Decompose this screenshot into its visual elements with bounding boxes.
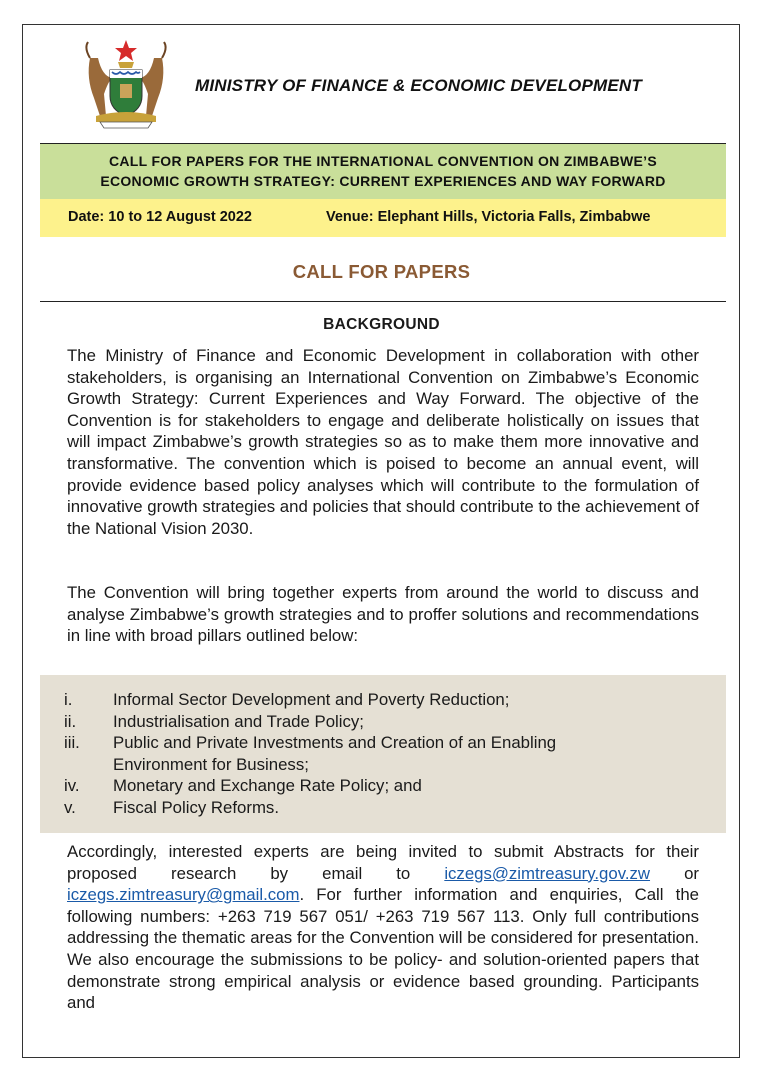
event-venue: Venue: Elephant Hills, Victoria Falls, Zimbabwe <box>326 209 651 225</box>
submission-text-c: . For further information and enquiries, Call the following numbers: +263 719 567 051/ +263 719 567 113. Only full contributions addressing the thematic areas for the Convention will be considered for presentation. We also encourage the submissions to be policy- and solution-oriented papers that demonstrate strong empirical analysis or evidence based grounding. Participants and <box>67 885 699 1013</box>
pillar-number: v. <box>64 798 76 817</box>
banner-line-2: ECONOMIC GROWTH STRATEGY: CURRENT EXPERIENCES AND WAY FORWARD <box>100 173 666 189</box>
pillar-number: iv. <box>64 776 80 796</box>
pillar-number: ii. <box>64 711 77 731</box>
banner-line-1: CALL FOR PAPERS FOR THE INTERNATIONAL CONVENTION ON ZIMBABWE’S <box>108 153 657 169</box>
page-title: CALL FOR PAPERS <box>292 261 471 282</box>
background-heading: BACKGROUND <box>323 316 440 333</box>
submission-text-a: Accordingly, interested experts are being invited to submit Abstracts for their proposed research by email to <box>67 842 699 883</box>
background-paragraph-2: The Convention will bring together experts from around the world to discuss and analyse Zimbabwe’s growth strategies and to proffer solutions and recommendations in line with broad pillars outlined below: <box>67 583 699 646</box>
pillar-text: Fiscal Policy Reforms. <box>113 798 279 817</box>
pillar-text: Industrialisation and Trade Policy; <box>113 711 364 731</box>
pillar-text: Informal Sector Development and Poverty Reduction; <box>113 690 510 709</box>
submission-text-b: or <box>650 863 699 883</box>
email-link-gmail[interactable]: iczegs.zimtreasury@gmail.com <box>67 885 300 905</box>
email-link-treasury[interactable]: iczegs@zimtreasury.gov.zw <box>444 863 651 883</box>
section-rule <box>40 301 726 302</box>
background-paragraph-1: The Ministry of Finance and Economic Development in collaboration with other stakeholders, is organising an International Convention on Zimbabwe’s Economic Growth Strategy: Current Experiences and Way Forward. The objective of the Convention is for stakeholders to engage and deliberate holistically on issues that will impact Zimbabwe’s growth strategies so as to make them more innovative and transformative. The convention which is poised to become an annual event, will provide evidence based policy analyses which will contribute to the formulation of innovative growth strategies and policies that should contribute to the achievement of the National Vision 2030. <box>67 346 699 538</box>
pillar-number: iii. <box>64 733 80 753</box>
pillar-text: Monetary and Exchange Rate Policy; and <box>113 776 422 796</box>
submission-paragraph <box>67 841 699 1014</box>
convention-title-banner <box>40 144 726 199</box>
coat-of-arms-icon <box>78 38 174 130</box>
pillar-text: Public and Private Investments and Creation of an Enabling Environment for Business; <box>113 733 557 774</box>
event-date: Date: 10 to 12 August 2022 <box>68 209 252 225</box>
date-venue-banner <box>40 199 726 237</box>
pillar-number: i. <box>64 690 73 709</box>
ministry-name: MINISTRY OF FINANCE & ECONOMIC DEVELOPMENT <box>195 76 642 95</box>
pillars-list <box>40 675 726 833</box>
